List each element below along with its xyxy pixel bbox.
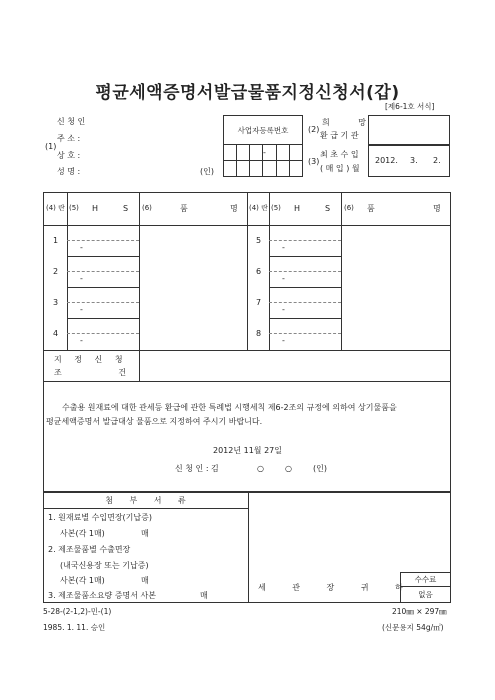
form-code: 5-28-(2-1,2)-민-(1) — [43, 607, 112, 616]
attachment-3: 3. 제조물품소요량 증명서 사본 — [48, 591, 156, 600]
hs-dash: - — [282, 336, 285, 345]
col-header-5-right: (5) — [271, 204, 281, 212]
attachment-2-note: (내국신용장 또는 기납증) — [60, 561, 149, 570]
date-month: 3. — [410, 156, 418, 165]
hs-dash: - — [282, 274, 285, 283]
attachments-header: 첨 부 서 류 — [105, 496, 186, 505]
first-import-label: 최 초 수 입 — [320, 150, 359, 159]
col-header-item: 품 — [180, 204, 188, 213]
item-number-3: (3) — [308, 157, 320, 166]
fee-value: 없음 — [418, 590, 433, 599]
row-number-3: 3 — [53, 298, 59, 307]
hs-dash: - — [282, 243, 285, 252]
item-number-1: (1) — [45, 142, 57, 151]
attachment-2: 2. 제조물품별 수출면장 — [48, 545, 131, 554]
paper-spec: (신문용지 54g/㎡) — [382, 623, 444, 632]
col-header-s: S — [123, 204, 129, 213]
signer-label: 신 청 인 : 김 — [175, 464, 219, 473]
col-header-s-right: S — [325, 204, 331, 213]
fee-label: 수수료 — [414, 575, 437, 584]
col-header-name-right: 명 — [433, 204, 441, 213]
row-number-5: 5 — [256, 236, 262, 245]
applicant-label: 신 청 인 — [57, 117, 86, 126]
date-day: 2. — [433, 156, 441, 165]
col-header-h: H — [92, 204, 99, 213]
attachment-2-unit: 매 — [141, 576, 149, 585]
paper-size: 210㎜ × 297㎜ — [392, 607, 447, 616]
item-number-2: (2) — [308, 125, 320, 134]
col-header-row-right: (4) 란 — [249, 204, 268, 212]
refund-agency-label: 환 급 기 관 — [320, 131, 359, 140]
attachment-3-unit: 매 — [200, 591, 208, 600]
col-header-5: (5) — [69, 204, 79, 212]
biz-reg-dash: - — [263, 148, 266, 157]
circle-mark: ○ — [257, 464, 264, 473]
row-number-4: 4 — [53, 329, 59, 338]
biz-reg-label: 사업자등록번호 — [237, 126, 289, 135]
hs-dash: - — [80, 274, 83, 283]
circle-mark: ○ — [285, 464, 292, 473]
hs-dash: - — [80, 243, 83, 252]
col-header-6: (6) — [142, 204, 152, 212]
refund-agency-field[interactable] — [368, 115, 450, 145]
col-header-h-right: H — [294, 204, 301, 213]
hs-dash: - — [282, 305, 285, 314]
row-number-6: 6 — [256, 267, 262, 276]
attachment-2-copies: 사본(각 1매) — [60, 576, 105, 585]
application-date: 2012년 11월 27일 — [213, 446, 282, 455]
seal-mark: (인) — [200, 167, 214, 176]
customs-addressee: 세 관 장 귀 하 — [258, 583, 403, 592]
address-label: 주 소 : — [57, 134, 81, 143]
statement-section — [43, 382, 451, 492]
col-header-row: (4) 란 — [46, 204, 65, 212]
first-import-month-label: ( 매 입 ) 월 — [320, 164, 360, 173]
hs-dash: - — [80, 305, 83, 314]
col-header-item-right: 품 — [367, 204, 375, 213]
row-number-2: 2 — [53, 267, 59, 276]
form-number: [제6-1호 서식] — [385, 102, 435, 111]
statement-line-1: 수출용 원재료에 대한 관세등 환급에 관한 특례법 시행세칙 제6-2조의 규정에 의하여 상기물품을 — [62, 403, 397, 412]
date-year: 2012. — [375, 156, 398, 165]
approval-date: 1985. 1. 11. 승인 — [43, 623, 106, 632]
col-header-6-right: (6) — [344, 204, 354, 212]
desired-label: 희 망 — [322, 118, 366, 127]
row-number-7: 7 — [256, 298, 262, 307]
name-label: 성 명 : — [57, 167, 81, 176]
biz-reg-box — [223, 115, 303, 177]
attachment-1-copies: 사본(각 1매) — [60, 529, 105, 538]
conditions-label: 조 건 — [54, 368, 126, 377]
designation-label: 지 정 신 청 — [54, 355, 123, 364]
hs-dash: - — [80, 336, 83, 345]
attachment-1-unit: 매 — [141, 529, 149, 538]
signer-seal: (인) — [313, 464, 327, 473]
company-label: 상 호 : — [57, 151, 81, 160]
statement-line-2: 평균세액증명서 발급대상 물품으로 지정하여 주시기 바랍니다. — [46, 417, 263, 426]
page-title: 평균세액증명서발급물품지정신청서(갑) — [95, 83, 400, 103]
col-header-name: 명 — [230, 204, 238, 213]
row-number-8: 8 — [256, 329, 262, 338]
row-number-1: 1 — [53, 236, 59, 245]
attachment-1: 1. 원재료별 수입면장(기납증) — [48, 513, 152, 522]
